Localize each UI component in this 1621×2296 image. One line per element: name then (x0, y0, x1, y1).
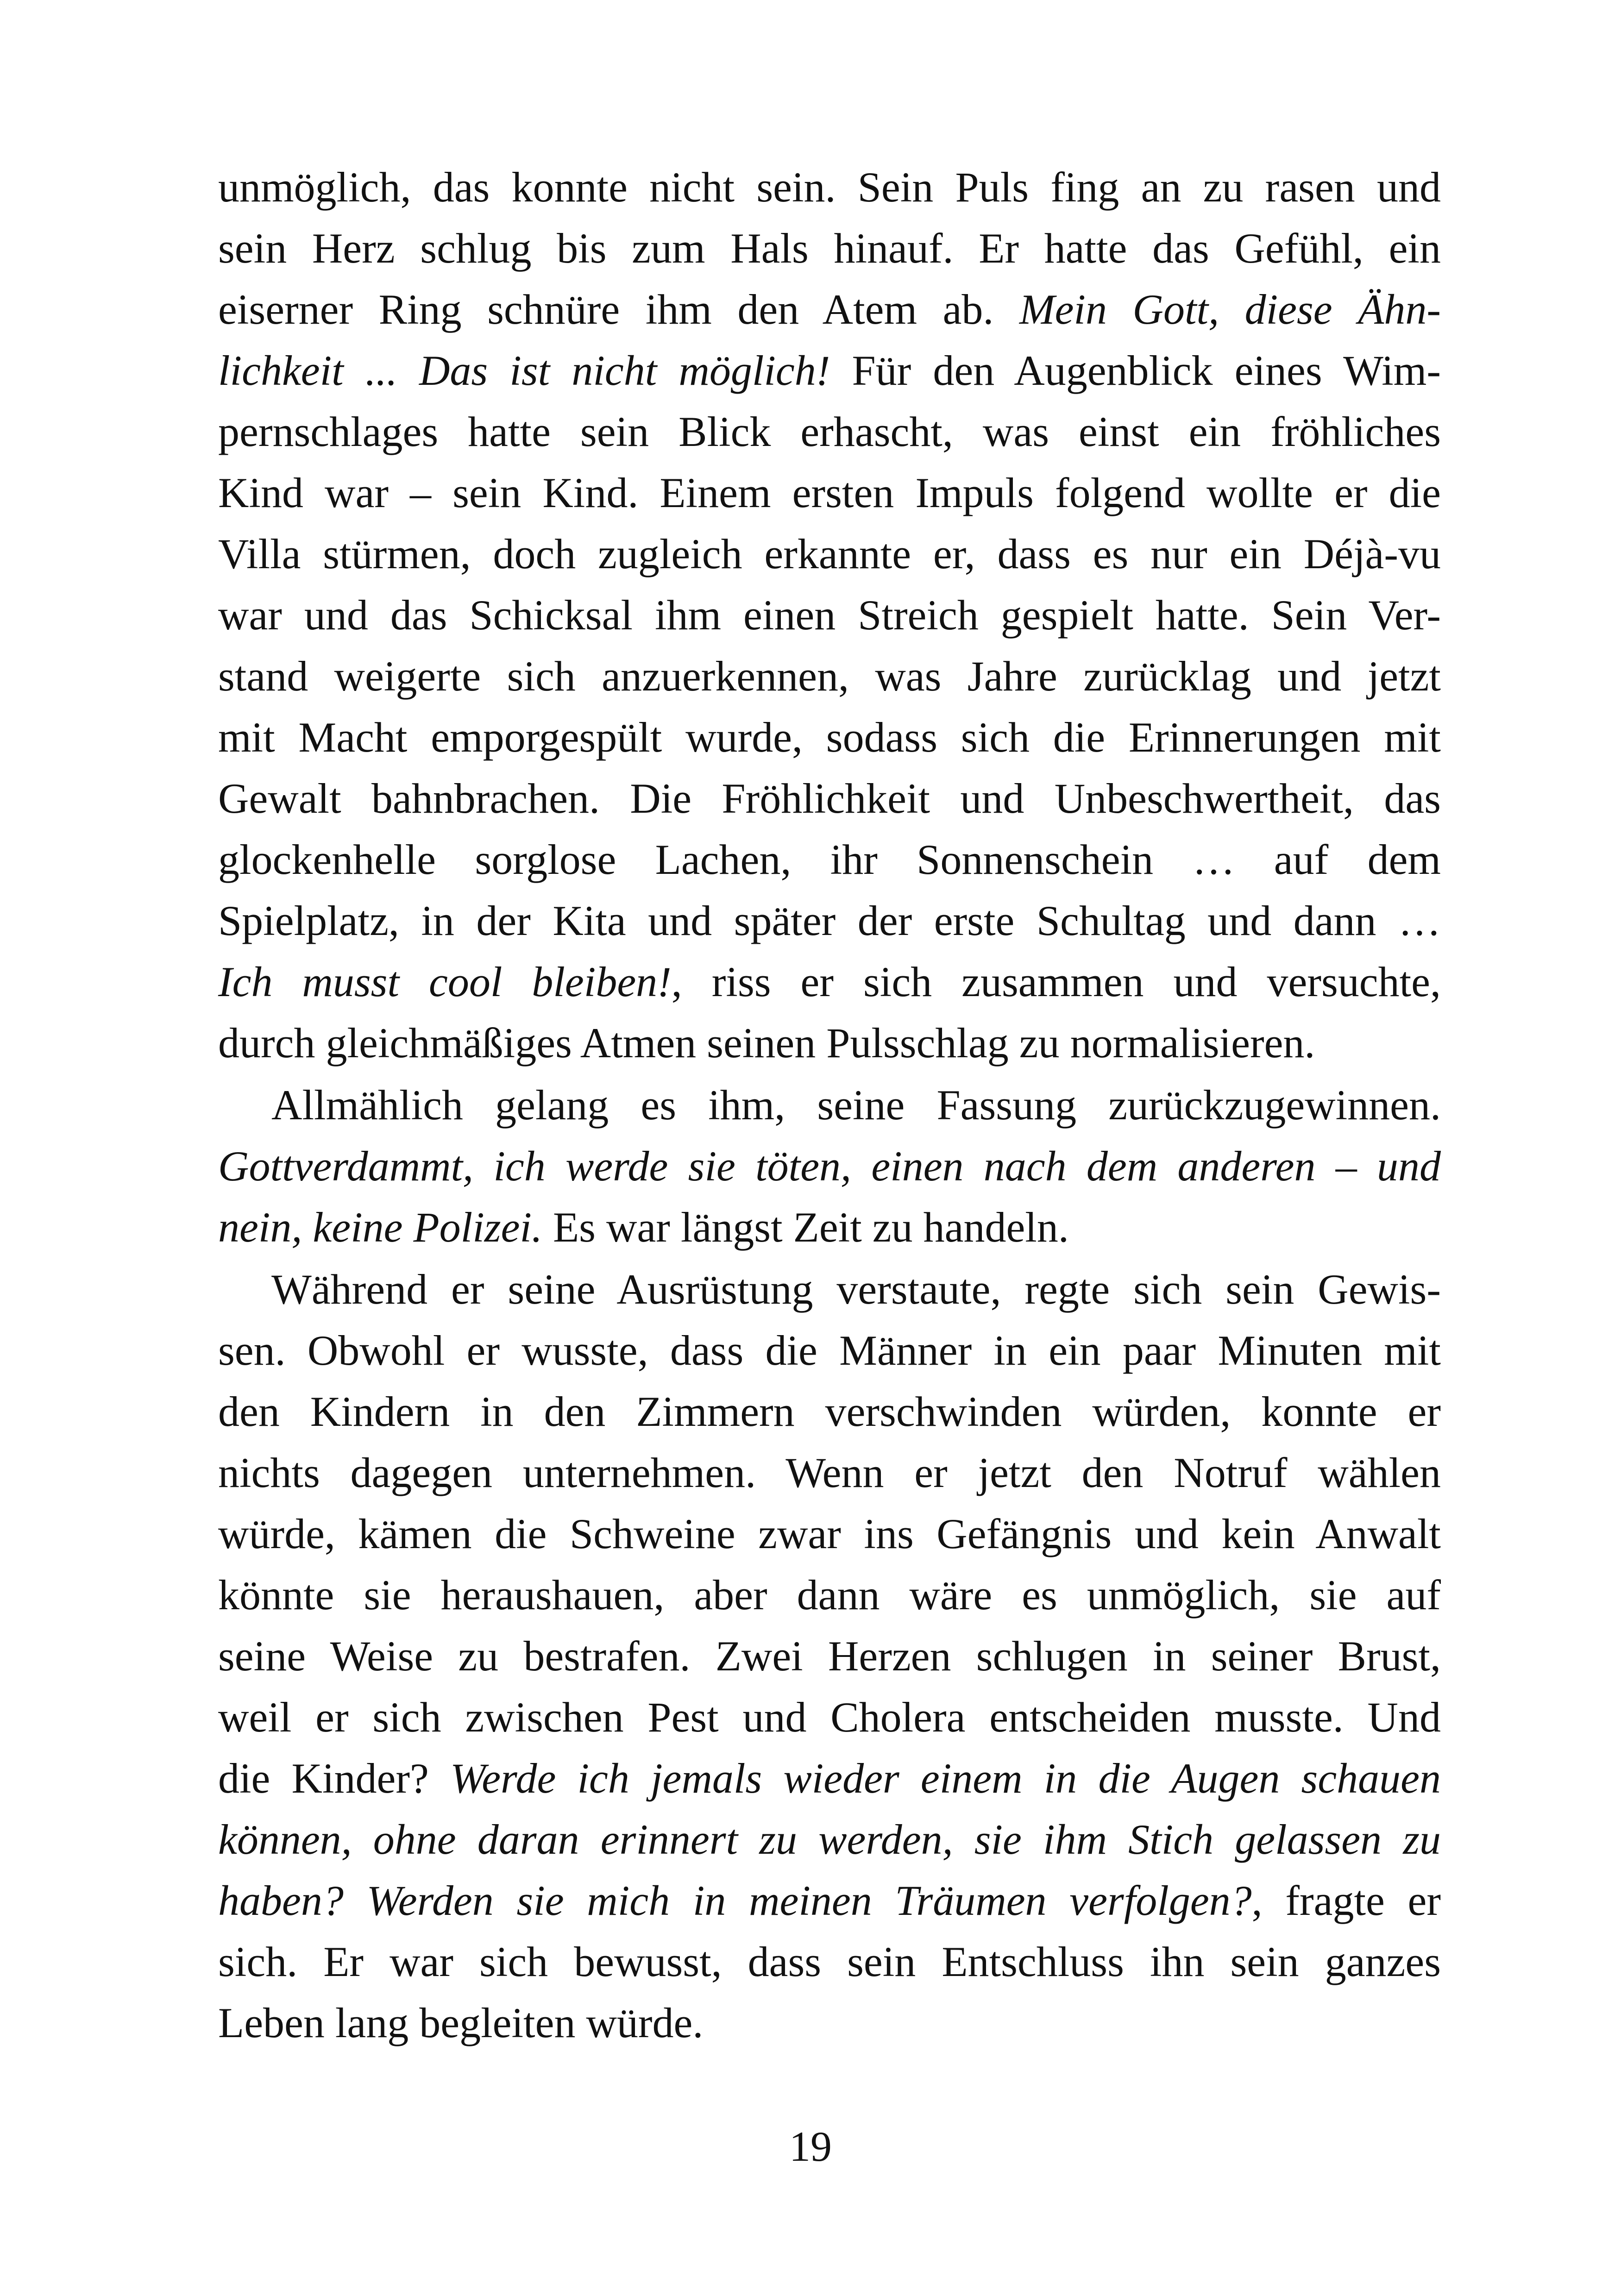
text-segment: Es war längst Zeit zu handeln. (542, 1204, 1069, 1251)
text-line (218, 1381, 1441, 1442)
text-segment: Kind war – sein Kind. Einem ersten Impuls folgend wollte er die (218, 469, 1441, 516)
text-segment: nichts dagegen unternehmen. Wenn er jetzt den Notruf wählen (218, 1449, 1441, 1496)
italic-thought: können, ohne daran erinnert zu werden, sie ihm Stich gelassen zu (218, 1816, 1441, 1863)
text-line (218, 1320, 1441, 1381)
text-segment: mit Macht emporgespült wurde, sodass sich die Erinnerungen mit (218, 714, 1441, 761)
text-segment: Für den Augenblick eines Wim- (830, 347, 1441, 394)
text-line (218, 584, 1441, 646)
text-segment: die Kinder? (218, 1755, 451, 1802)
italic-thought: Gottverdammt, ich werde sie töten, einen nach dem anderen – und (218, 1142, 1441, 1190)
text-line (218, 1197, 1441, 1258)
text-line (218, 279, 1441, 340)
text-line (218, 157, 1441, 218)
text-segment: Gewalt bahnbrachen. Die Fröhlichkeit und Unbeschwertheit, das (218, 775, 1441, 822)
page-number: 19 (789, 2123, 832, 2170)
text-segment: unmöglich, das konnte nicht sein. Sein Puls fing an zu rasen und (218, 163, 1441, 211)
text-segment: Leben lang begleiten würde. (218, 1999, 704, 2046)
text-line (218, 218, 1441, 279)
text-segment: war und das Schicksal ihm einen Streich gespielt hatte. Sein Ver- (218, 591, 1441, 639)
text-segment: würde, kämen die Schweine zwar ins Gefängnis und kein Anwalt (218, 1510, 1441, 1557)
text-line (218, 1625, 1441, 1687)
text-line (218, 1931, 1441, 1992)
text-line (218, 1748, 1441, 1809)
text-line (218, 1442, 1441, 1503)
italic-thought: nein, keine Polizei. (218, 1204, 542, 1251)
text-segment: den Kindern in den Zimmern verschwinden würden, konnte er (218, 1388, 1441, 1435)
text-segment: Allmählich gelang es ihm, seine Fassung zurückzugewinnen. (271, 1081, 1441, 1129)
text-segment: stand weigerte sich anzuerkennen, was Jahre zurücklag und jetzt (218, 652, 1441, 700)
text-segment: könnte sie heraushauen, aber dann wäre es unmöglich, sie auf (218, 1571, 1441, 1618)
text-line (218, 462, 1441, 523)
text-segment: pernschlages hatte sein Blick erhascht, was einst ein fröhliches (218, 408, 1441, 455)
text-line (218, 1992, 1441, 2053)
text-segment: weil er sich zwischen Pest und Cholera entscheiden musste. Und (218, 1694, 1441, 1741)
text-line (218, 1259, 1441, 1320)
text-segment: sen. Obwohl er wusste, dass die Männer in ein paar Minuten mit (218, 1327, 1441, 1374)
text-line (218, 1687, 1441, 1748)
text-segment: sich. Er war sich bewusst, dass sein Entschluss ihn sein ganzes (218, 1938, 1441, 1985)
text-line (218, 1074, 1441, 1135)
text-segment: , riss er sich zusammen und versuchte, (671, 958, 1441, 1005)
text-line (218, 1135, 1441, 1197)
text-segment: , fragte er (1251, 1877, 1441, 1924)
text-segment: seine Weise zu bestrafen. Zwei Herzen schlugen in seiner Brust, (218, 1632, 1441, 1680)
text-line (218, 646, 1441, 707)
italic-thought: lichkeit ... Das ist nicht möglich! (218, 347, 830, 394)
text-segment: Villa stürmen, doch zugleich erkannte er, dass es nur ein Déjà-vu (218, 530, 1441, 577)
text-line (218, 401, 1441, 462)
text-segment: glockenhelle sorglose Lachen, ihr Sonnenschein … auf dem (218, 836, 1441, 883)
text-line (218, 1870, 1441, 1931)
text-line (218, 1503, 1441, 1564)
text-line (218, 951, 1441, 1012)
text-segment: eiserner Ring schnüre ihm den Atem ab. (218, 286, 1019, 333)
text-segment: Während er seine Ausrüstung verstaute, regte sich sein Gewis- (271, 1266, 1441, 1313)
body-text (218, 157, 1441, 2053)
text-line (218, 768, 1441, 829)
italic-thought: Werde ich jemals wieder einem in die Augen schauen (450, 1755, 1441, 1802)
text-segment: Spielplatz, in der Kita und später der erste Schultag und dann … (218, 897, 1441, 944)
text-line (218, 523, 1441, 584)
text-line (218, 707, 1441, 768)
text-line (218, 1564, 1441, 1625)
text-segment: sein Herz schlug bis zum Hals hinauf. Er hatte das Gefühl, ein (218, 225, 1441, 272)
text-line (218, 1809, 1441, 1870)
text-line (218, 890, 1441, 951)
italic-thought: Mein Gott, diese Ähn- (1019, 286, 1441, 333)
italic-thought: haben? Werden sie mich in meinen Träumen verfolgen? (218, 1877, 1252, 1924)
text-segment: durch gleichmäßiges Atmen seinen Pulsschlag zu normalisieren. (218, 1019, 1315, 1066)
text-line (218, 340, 1441, 401)
text-line (218, 829, 1441, 890)
text-line (218, 1012, 1441, 1073)
italic-thought: Ich musst cool bleiben! (218, 958, 672, 1005)
